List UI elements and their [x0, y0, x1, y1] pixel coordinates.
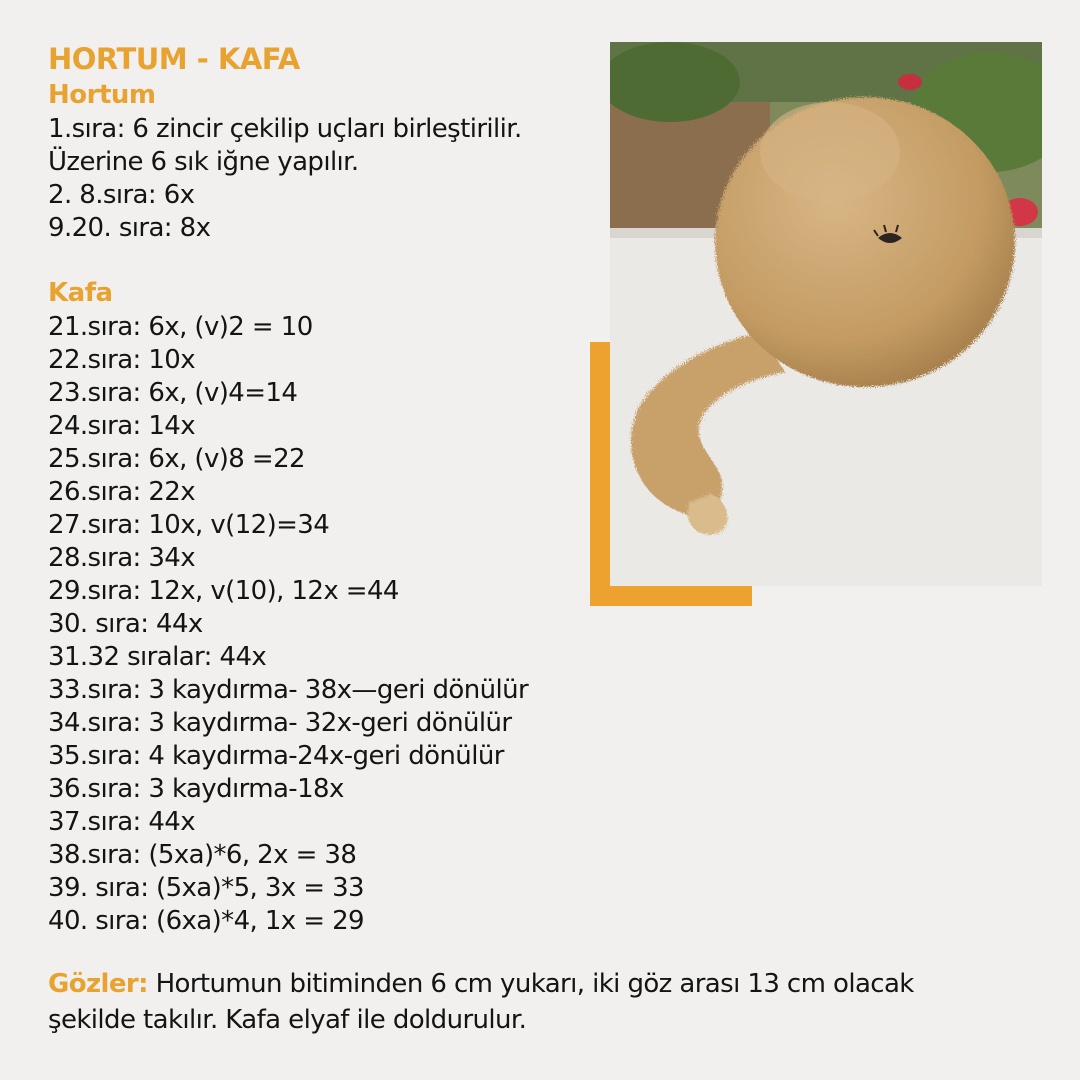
kafa-line: 24.sıra: 14x	[48, 411, 196, 441]
kafa-line: 38.sıra: (5xa)*6, 2x = 38	[48, 840, 357, 870]
kafa-line: 37.sıra: 44x	[48, 807, 196, 837]
kafa-line: 28.sıra: 34x	[48, 543, 196, 573]
hortum-line: 1.sıra: 6 zincir çekilip uçları birleştirilir.	[48, 114, 522, 144]
hortum-line: 9.20. sıra: 8x	[48, 213, 211, 243]
kafa-line: 30. sıra: 44x	[48, 609, 203, 639]
eyes-note	[48, 966, 948, 1038]
kafa-line: 25.sıra: 6x, (v)8 =22	[48, 444, 305, 474]
kafa-line: 36.sıra: 3 kaydırma-18x	[48, 774, 344, 804]
section-heading-hortum: Hortum	[48, 80, 156, 110]
kafa-line: 21.sıra: 6x, (v)2 = 10	[48, 312, 313, 342]
kafa-line: 35.sıra: 4 kaydırma-24x-geri dönülür	[48, 741, 504, 771]
section-heading-kafa: Kafa	[48, 278, 113, 308]
page-title: HORTUM - KAFA	[48, 42, 300, 76]
eyes-label: Gözler:	[48, 969, 148, 999]
kafa-line: 26.sıra: 22x	[48, 477, 196, 507]
kafa-line: 40. sıra: (6xa)*4, 1x = 29	[48, 906, 364, 936]
kafa-line: 39. sıra: (5xa)*5, 3x = 33	[48, 873, 364, 903]
hortum-line: Üzerine 6 sık iğne yapılır.	[48, 147, 359, 177]
kafa-line: 33.sıra: 3 kaydırma- 38x—geri dönülür	[48, 675, 529, 705]
kafa-line: 31.32 sıralar: 44x	[48, 642, 267, 672]
kafa-line: 23.sıra: 6x, (v)4=14	[48, 378, 298, 408]
eyes-text: Hortumun bitiminden 6 cm yukarı, iki göz arası 13 cm olacak şekilde takılır. Kafa elyaf ile doldurulur.	[48, 969, 914, 1035]
amigurumi-head-photo	[610, 42, 1042, 586]
amigurumi-head-illustration	[610, 42, 1042, 586]
hortum-line: 2. 8.sıra: 6x	[48, 180, 195, 210]
kafa-line: 29.sıra: 12x, v(10), 12x =44	[48, 576, 399, 606]
kafa-line: 22.sıra: 10x	[48, 345, 196, 375]
kafa-line: 34.sıra: 3 kaydırma- 32x-geri dönülür	[48, 708, 512, 738]
kafa-line: 27.sıra: 10x, v(12)=34	[48, 510, 330, 540]
product-photo-frame	[590, 42, 1042, 606]
